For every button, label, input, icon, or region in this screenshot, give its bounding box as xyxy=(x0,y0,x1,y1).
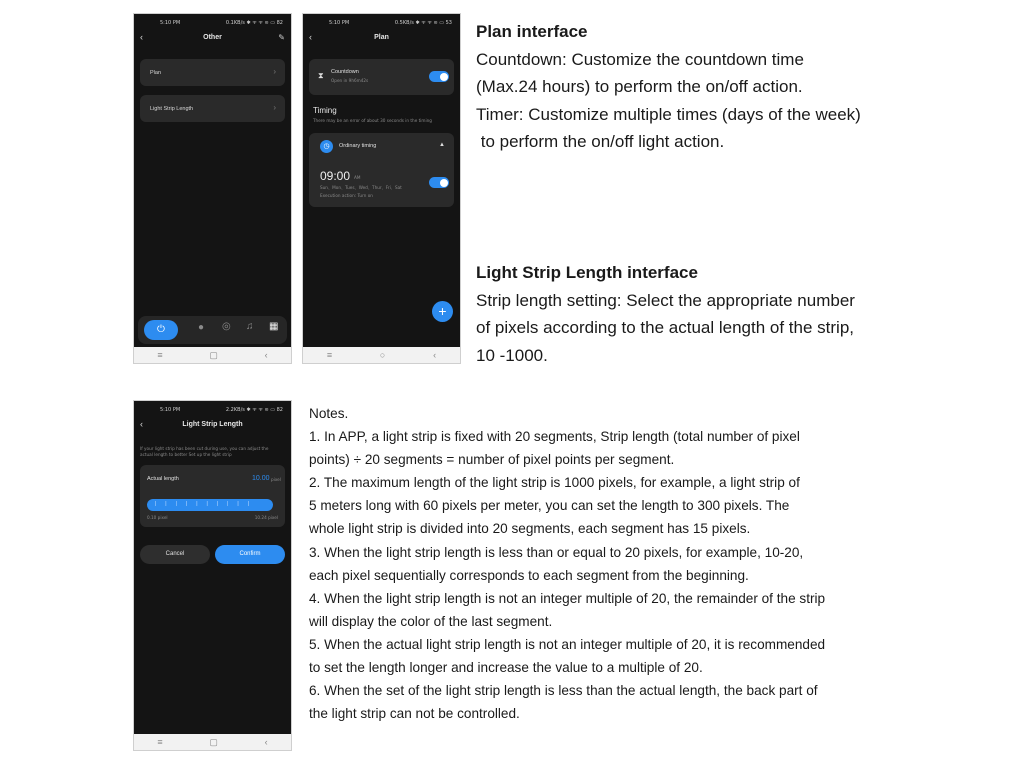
menu-item-plan[interactable] xyxy=(140,59,285,86)
plan-text-line: Countdown: Customize the countdown time xyxy=(476,49,804,69)
bottom-toolbar xyxy=(138,316,287,344)
notes-block xyxy=(309,402,825,725)
notes-line: whole light strip is divided into 20 segments, each segment has 15 pixels. xyxy=(309,521,751,537)
home-nav-icon[interactable]: ▢ xyxy=(209,349,218,360)
plan-text-line: (Max.24 hours) to perform the on/off action. xyxy=(476,77,803,96)
menu-item-label: Plan xyxy=(150,70,162,76)
menu-item-light-strip-length[interactable] xyxy=(140,95,285,122)
back-nav-icon[interactable]: ‹ xyxy=(433,350,437,360)
strip-text-line: of pixels according to the actual length of the strip, xyxy=(476,318,855,337)
chevron-up-icon[interactable]: ▲ xyxy=(439,142,445,148)
timing-heading: Timing xyxy=(313,106,337,115)
status-time: 5:10 PM xyxy=(329,20,350,26)
back-nav-icon[interactable]: ‹ xyxy=(264,350,268,360)
plan-text-line: Timer: Customize multiple times (days of the week) xyxy=(476,104,861,124)
notes-line: to set the length longer and increase the value to a multiple of 20. xyxy=(309,660,703,676)
timer-days: Sun、Mon、Tues、Wed、Thur、Fri、Sat xyxy=(320,185,402,190)
menu-nav-icon[interactable]: ≡ xyxy=(326,350,333,360)
screen-title: Plan xyxy=(374,34,389,41)
plan-text-line: to perform the on/off light action. xyxy=(476,132,725,151)
back-arrow-icon[interactable]: ‹ xyxy=(309,32,312,42)
bulb-icon[interactable]: ● xyxy=(198,322,205,333)
edit-icon[interactable]: ✎ xyxy=(278,33,285,42)
menu-nav-icon[interactable]: ≡ xyxy=(157,350,163,360)
notes-line: 4. When the light strip length is not an integer multiple of 20, the remainder of the strip xyxy=(309,590,826,606)
notes-line: will display the color of the last segment. xyxy=(309,613,553,629)
notes-line: points) ÷ 20 segments = number of pixel points per segment. xyxy=(309,452,675,468)
strip-text-line: 10 -1000. xyxy=(476,345,548,365)
android-nav-bar xyxy=(134,734,291,750)
strip-text-line: Strip length setting: Select the appropriate number xyxy=(476,290,855,310)
phone-screenshot-other xyxy=(133,13,292,364)
countdown-toggle[interactable] xyxy=(429,71,449,82)
notes-heading: Notes. xyxy=(309,406,349,421)
phone-screenshot-plan xyxy=(302,13,461,364)
status-time: 5:10 PM xyxy=(160,407,181,413)
grid-icon[interactable]: ▦ xyxy=(269,321,279,332)
power-button[interactable]: ⏻ xyxy=(144,320,178,340)
notes-line: 6. When the set of the light strip length is less than the actual length, the back part of xyxy=(309,683,818,699)
plan-interface-text xyxy=(476,18,861,156)
home-nav-icon[interactable]: ▢ xyxy=(209,736,218,747)
music-icon[interactable]: ♫ xyxy=(246,321,254,332)
add-timer-button[interactable]: + xyxy=(432,301,453,322)
menu-nav-icon[interactable]: ≡ xyxy=(157,737,163,747)
timing-note: There may be an error of about 30 seconds in the timing xyxy=(313,118,432,123)
status-time: 5:10 PM xyxy=(160,20,181,26)
actual-length-label: Actual length xyxy=(147,476,179,482)
description-line-2: actual length to better Set up the light strip xyxy=(140,452,232,457)
countdown-card[interactable] xyxy=(309,59,454,95)
notes-line: each pixel sequentially corresponds to each segment from the beginning. xyxy=(309,567,749,583)
status-bar xyxy=(134,18,291,28)
notes-line: 3. When the light strip length is less than or equal to 20 pixels, for example, 10-20, xyxy=(309,544,804,560)
light-strip-length-text xyxy=(476,259,855,369)
chevron-right-icon: › xyxy=(273,103,276,112)
status-icons: 0.5KB/s ✱ ᯤ ᯤ ≋ ▭ 53 xyxy=(394,20,452,26)
actual-length-unit: pixel xyxy=(271,477,281,482)
android-nav-bar xyxy=(303,347,460,363)
cancel-button[interactable]: Cancel xyxy=(140,545,210,564)
status-bar xyxy=(134,405,291,415)
phone-screenshot-light-strip-length xyxy=(133,400,292,751)
android-nav-bar xyxy=(134,347,291,363)
home-nav-icon[interactable]: ○ xyxy=(379,350,386,360)
timer-toggle[interactable] xyxy=(429,177,449,188)
timer-action: Execution action: Turn on xyxy=(320,193,373,198)
status-bar xyxy=(303,18,460,28)
notes-line: 1. In APP, a light strip is fixed with 20 segments, Strip length (total number of pixel xyxy=(309,429,800,445)
confirm-button[interactable]: Confirm xyxy=(215,545,285,564)
countdown-label: Countdown xyxy=(331,69,359,75)
slider-ticks: |||||||||| xyxy=(155,501,258,507)
screen-title: Other xyxy=(203,34,222,41)
description-line-1: If your light strip has been cut during use, you can adjust the xyxy=(140,446,269,451)
actual-length-value: 10.00 xyxy=(252,475,270,482)
plan-interface-heading: Plan interface xyxy=(476,22,588,41)
status-icons: 2.2KB/s ✱ ᯤ ᯤ ≋ ▭ 82 xyxy=(225,407,283,413)
hourglass-icon: ⧗ xyxy=(318,71,324,80)
notes-line: 5 meters long with 60 pixels per meter, you can set the length to 300 pixels. The xyxy=(309,498,790,514)
ordinary-timing-card[interactable] xyxy=(309,133,454,207)
notes-line: the light strip can not be controlled. xyxy=(309,706,520,722)
timer-time: 09:00 xyxy=(320,169,351,183)
notes-line: 5. When the actual light strip length is not an integer multiple of 20, it is recommended xyxy=(309,636,826,652)
chevron-right-icon: › xyxy=(273,67,276,76)
palette-icon[interactable]: ◎ xyxy=(222,321,231,332)
notes-line: 2. The maximum length of the light strip is 1000 pixels, for example, a light strip of xyxy=(309,475,800,491)
actual-length-card xyxy=(140,465,285,527)
screen-title: Light Strip Length xyxy=(182,421,243,428)
back-arrow-icon[interactable]: ‹ xyxy=(140,32,143,42)
timer-ampm: AM xyxy=(354,175,361,180)
length-slider[interactable] xyxy=(147,499,273,511)
slider-min-label: 0.10 pixel xyxy=(147,515,168,520)
status-icons: 0.1KB/s ✱ ᯤ ᯤ ≋ ▭ 82 xyxy=(225,20,283,26)
light-strip-length-heading: Light Strip Length interface xyxy=(476,263,698,282)
back-nav-icon[interactable]: ‹ xyxy=(264,737,268,747)
clock-icon: ◷ xyxy=(320,140,333,153)
ordinary-timing-label: Ordinary timing xyxy=(339,143,377,149)
back-arrow-icon[interactable]: ‹ xyxy=(140,419,143,429)
slider-max-label: 10.24 pixel xyxy=(254,515,278,520)
countdown-remaining: Open in 9h6m42s xyxy=(331,78,369,83)
menu-item-label: Light Strip Length xyxy=(150,106,194,112)
